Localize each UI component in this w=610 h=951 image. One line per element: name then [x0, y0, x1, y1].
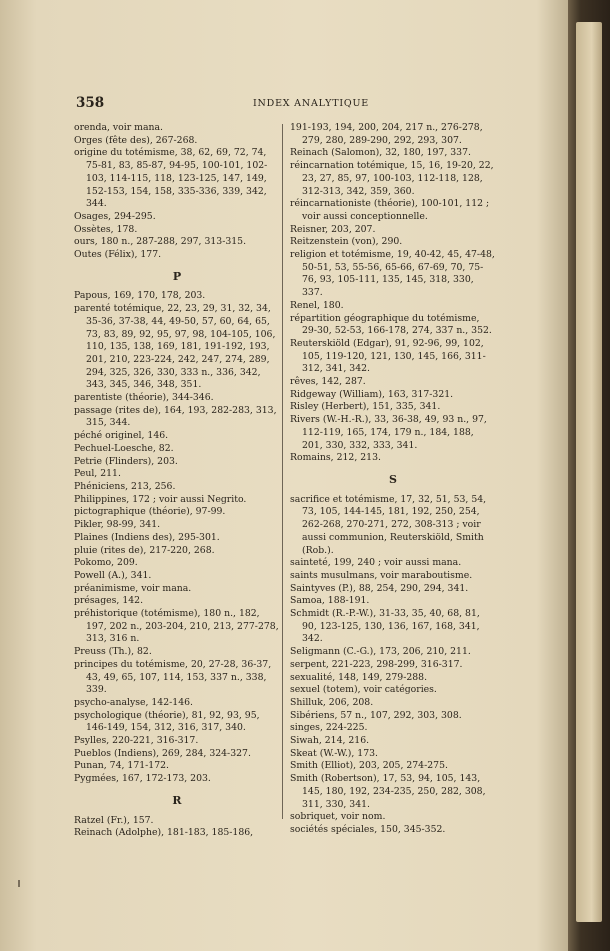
index-entry: origine du totémisme, 38, 62, 69, 72, 74, 75-81, 83, 85-87, 94-95, 100-101, 102-103, 114-115, 118, 123-125, 147, 149, 152-153, 154, 158, 335-336, 339, 342, 344. — [74, 147, 268, 210]
section-letter-r: R — [172, 793, 182, 807]
index-entry: sexualité, 148, 149, 279-288. — [290, 671, 428, 683]
index-entry: sobriquet, voir nom. — [290, 811, 386, 823]
index-entry: religion et totémisme, 19, 40-42, 45, 47-48, 50-51, 53, 55-56, 65-66, 67-69, 70, 75-76, 93, 105-111, 135, 145, 318, 330, 337. — [290, 249, 495, 299]
index-entry: Smith (Elliot), 203, 205, 274-275. — [290, 760, 448, 772]
index-entry: Rivers (W.-H.-R.), 33, 36-38, 49, 93 n., 97, 112-119, 165, 174, 179 n., 184, 188, 201, 330, 332, 333, 341. — [290, 414, 487, 451]
entries-o-continued — [74, 122, 280, 262]
index-entry: Smith (Robertson), 17, 53, 94, 105, 143, 145, 180, 192, 234-235, 250, 282, 308, 311, 330, 341. — [290, 773, 486, 810]
facing-page-edge — [576, 22, 602, 922]
index-column-right — [290, 122, 496, 837]
entries-r — [74, 815, 280, 840]
index-entry: Reinach (Adolphe), 181-183, 185-186, — [74, 827, 254, 839]
index-entry: psychologique (théorie), 81, 92, 93, 95, 146-149, 154, 312, 316, 317, 340. — [74, 709, 260, 734]
entries-s — [290, 494, 496, 837]
index-entry: péché originel, 146. — [74, 430, 169, 442]
index-entry: préhistorique (totémisme), 180 n., 182, 197, 202 n., 203-204, 210, 213, 277-278, 313, 316 n. — [74, 608, 279, 645]
index-entry: Reisner, 203, 207. — [290, 223, 376, 235]
index-entry: Orges (fête des), 267-268. — [74, 134, 198, 146]
index-entry: Philippines, 172 ; voir aussi Negrito. — [74, 493, 247, 505]
index-entry: 191-193, 194, 200, 204, 217 n., 276-278, 279, 280, 289-290, 292, 293, 307. — [290, 122, 483, 146]
index-entry: Osages, 294-295. — [74, 210, 156, 222]
running-title: INDEX ANALYTIQUE — [252, 98, 370, 109]
index-entry: pictographique (théorie), 97-99. — [74, 506, 226, 518]
margin-mark — [18, 880, 20, 887]
index-entry: Siwah, 214, 216. — [290, 735, 370, 747]
index-entry: parentiste (théorie), 344-346. — [74, 392, 214, 404]
index-entry: Pechuel-Loesche, 82. — [74, 442, 174, 454]
index-entry: Reitzenstein (von), 290. — [290, 236, 403, 248]
index-entry: sociétés spéciales, 150, 345-352. — [290, 823, 446, 835]
column-divider — [282, 124, 283, 819]
index-entry: Pikler, 98-99, 341. — [74, 519, 161, 531]
index-entry: psycho-analyse, 142-146. — [74, 696, 193, 708]
index-column-left — [74, 122, 280, 840]
entries-p — [74, 290, 280, 785]
index-entry: Samoa, 188-191. — [290, 595, 370, 607]
index-entry: Ossètes, 178. — [74, 223, 138, 235]
section-letter-s: S — [389, 472, 397, 486]
index-entry: Skeat (W.-W.), 173. — [290, 747, 379, 759]
index-entry: réincarnation totémique, 15, 16, 19-20, 22, 23, 27, 85, 97, 100-103, 112-118, 128, 312-313, 342, 359, 360. — [290, 160, 494, 197]
index-entry: sacrifice et totémisme, 17, 32, 51, 53, 54, 73, 105, 144-145, 181, 192, 250, 254, 262-268, 270-271, 272, 308-313 ; voir aussi communion, Reuterskiöld, Smith (Rob.). — [290, 493, 487, 556]
section-letter-p: P — [172, 269, 182, 283]
index-entry: ours, 180 n., 287-288, 297, 313-315. — [74, 236, 247, 248]
index-entry: Pokomo, 209. — [74, 557, 138, 569]
index-entry: Sibériens, 57 n., 107, 292, 303, 308. — [290, 709, 462, 721]
index-entry: Petrie (Flinders), 203. — [74, 455, 178, 467]
index-entry: Outes (Félix), 177. — [74, 249, 162, 261]
entries-r-continued — [290, 122, 496, 465]
index-entry: parenté totémique, 22, 23, 29, 31, 32, 34, 35-36, 37-38, 44, 49-50, 57, 60, 64, 65, 73, 83, 89, 92, 95, 97, 98, 104-105, 106, 110, 135, 138, 169, 181, 191-192, 193, 201, 210, 223-224, 242, 247, 274, 289, 294, 325, 326, 330, 333 n., 336, 342, 343, 345, 346, 348, 351. — [74, 303, 276, 391]
index-entry: Reuterskiöld (Edgar), 91, 92-96, 99, 102, 105, 119-120, 121, 130, 145, 166, 311-312, 341, 342. — [290, 337, 486, 375]
index-entry: Reinach (Salomon), 32, 180, 197, 337. — [290, 147, 471, 159]
index-entry: Psylles, 220-221, 316-317. — [74, 735, 199, 747]
index-entry: Renel, 180. — [290, 299, 344, 311]
index-entry: Romains, 212, 213. — [290, 452, 381, 464]
book-spine-edge — [568, 0, 610, 951]
index-entry: Schmidt (R.-P.-W.), 31-33, 35, 40, 68, 81, 90, 123-125, 130, 136, 167, 168, 341, 342. — [290, 608, 480, 645]
index-entry: répartition géographique du totémisme, 29-30, 52-53, 166-178, 274, 337 n., 352. — [290, 312, 492, 337]
index-entry: Seligmann (C.-G.), 173, 206, 210, 211. — [290, 646, 471, 658]
index-entry: singes, 224-225. — [290, 722, 368, 734]
index-entry: Shilluk, 206, 208. — [290, 696, 374, 708]
index-entry: orenda, voir mana. — [74, 122, 164, 133]
index-entry: Pygmées, 167, 172-173, 203. — [74, 773, 211, 785]
index-entry: Ratzel (Fr.), 157. — [74, 814, 154, 826]
index-entry: Phéniciens, 213, 256. — [74, 480, 176, 492]
index-entry: Preuss (Th.), 82. — [74, 646, 152, 658]
index-entry: Risley (Herbert), 151, 335, 341. — [290, 401, 441, 413]
index-entry: présages, 142. — [74, 595, 144, 607]
index-entry: Papous, 169, 170, 178, 203. — [74, 290, 206, 302]
index-entry: Pueblos (Indiens), 269, 284, 324-327. — [74, 747, 251, 759]
index-entry: serpent, 221-223, 298-299, 316-317. — [290, 658, 463, 670]
index-entry: Plaines (Indiens des), 295-301. — [74, 531, 220, 543]
index-entry: Punan, 74, 171-172. — [74, 760, 169, 772]
index-entry: pluie (rites de), 217-220, 268. — [74, 544, 215, 556]
page-header — [76, 95, 546, 113]
index-entry: rêves, 142, 287. — [290, 376, 366, 388]
index-entry: sexuel (totem), voir catégories. — [290, 684, 437, 696]
index-entry: Powell (A.), 341. — [74, 569, 152, 581]
index-entry: réincarnationiste (théorie), 100-101, 112 ; voir aussi conceptionnelle. — [290, 198, 490, 222]
index-entry: sainteté, 199, 240 ; voir aussi mana. — [290, 557, 462, 569]
index-entry: saints musulmans, voir maraboutisme. — [290, 569, 473, 581]
index-entry: Peul, 211. — [74, 468, 121, 480]
index-entry: préanimisme, voir mana. — [74, 582, 192, 594]
index-entry: Ridgeway (William), 163, 317-321. — [290, 388, 454, 400]
page-number: 358 — [76, 95, 105, 111]
index-entry: Saintyves (P.), 88, 254, 290, 294, 341. — [290, 582, 469, 594]
index-entry: principes du totémisme, 20, 27-28, 36-37, 43, 49, 65, 107, 114, 153, 337 n., 338, 339. — [74, 658, 272, 696]
index-entry: passage (rites de), 164, 193, 282-283, 313, 315, 344. — [74, 404, 277, 429]
